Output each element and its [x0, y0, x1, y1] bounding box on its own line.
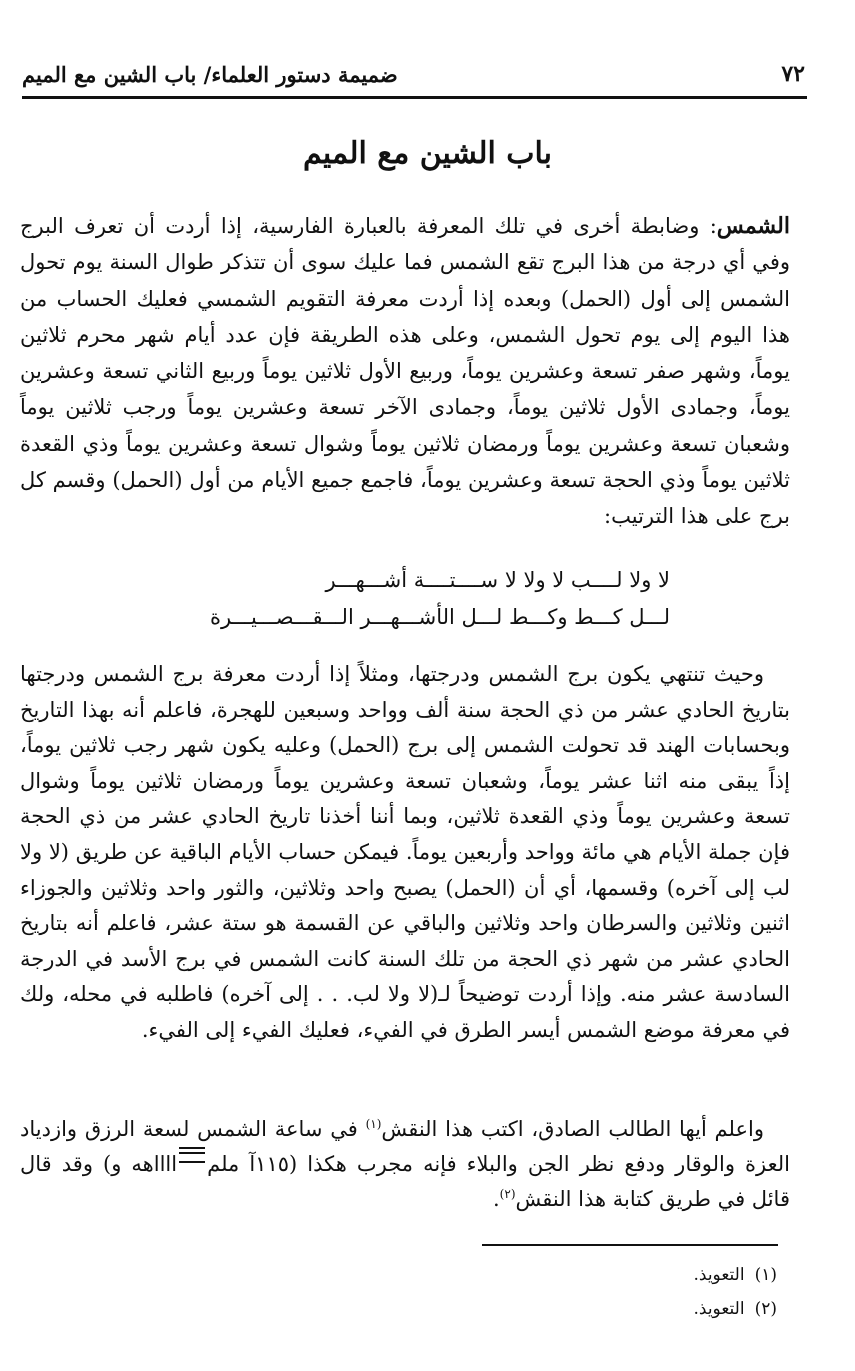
footnote-text: التعويذ. [693, 1299, 745, 1319]
footnote-number: (٢) [754, 1299, 777, 1319]
paragraph-3-part-3: ااااهه و) وقد قال قائل في طريق كتابة هذا النقش [20, 1152, 790, 1211]
paragraph-3 [20, 1112, 790, 1217]
paragraph-1-text: : وضابطة أخرى في تلك المعرفة بالعبارة الفارسية، إذا أردت أن تعرف البرج وفي أي درجة من هذا البرج تقع الشمس فما عليك سوى أن تتذكر طوال السنة يوم تحول الشمس إلى أول (الحمل) وبعده إذا أردت معرفة التقويم الشمسي فعليك الحساب من هذا اليوم إلى يوم تحول الشمس، وعلى هذه الطريقة فإن عدد أيام شهر محرم ثلاثين يوماً، وشهر صفر تسعة وعشرين يوماً، وربيع الأول ثلاثين يوماً وربيع الثاني تسعة وعشرين يوماً، وجمادى الأول ثلاثين يوماً، وجمادى الآخر تسعة وعشرين يوماً ورجب ثلاثين يوماً وشعبان تسعة وعشرين يوماً ورمضان ثلاثين يوماً وشوال تسعة وعشرين يوماً وذي القعدة ثلاثين يوماً وذي الحجة تسعة وعشرين يوماً، فاجمع جميع الأيام من أول (الحمل) وقسم كل برج على هذا الترتيب: [20, 214, 790, 529]
paragraph-3-part-4: . [492, 1187, 500, 1211]
footnote-item [694, 1292, 778, 1326]
formula-line-2: لـــل كـــط وكـــط لـــل الأشـــهـــر الـــقـــصـــيـــرة [209, 605, 670, 629]
running-header [22, 56, 805, 92]
footnote-ref-2: (٢) [499, 1187, 516, 1201]
footnote-ref-1: (١) [365, 1117, 382, 1131]
footnote-number: (١) [754, 1265, 777, 1285]
footnote-text: التعويذ. [693, 1265, 745, 1285]
running-title: ضميمة دستور العلماء/ باب الشين مع الميم [22, 61, 398, 87]
footnote-rule [482, 1244, 778, 1246]
lead-word: الشمس [716, 213, 790, 239]
paragraph-3-part-2: في ساعة الشمس لسعة الرزق وازدياد العزة والوقار ودفع نظر الجن والبلاء فإنه مجرب هكذا (١١٥آ ملم [20, 1117, 790, 1176]
talisman-glyph-icon [179, 1147, 205, 1163]
paragraph-1 [20, 208, 790, 535]
header-rule [22, 96, 807, 99]
paragraph-2-text: وحيث تنتهي يكون برج الشمس ودرجتها، ومثلاً إذا أردت معرفة برج الشمس ودرجتها بتاريخ الحادي عشر من ذي الحجة سنة ألف وواحد وسبعين للهجرة، فاعلم أنه بهذا التاريخ وبحسابات الهند قد تحولت الشمس إلى برج (الحمل) وعليه يكون شهر رجب ثلاثين يوماً، إذاً يبقى منه اثنا عشر يوماً، وشعبان تسعة وعشرين يوماً ورمضان ثلاثين يوماً وشوال تسعة وعشرين يوماً وذي القعدة ثلاثين، وبما أننا أخذنا تاريخ الحادي عشر من ذي الحجة فإن جملة الأيام هي مائة وواحد وأربعين يوماً. فيمكن حساب الأيام الباقية عن طريق (لا ولا لب إلى آخره) وقسمها، أي أن (الحمل) يصبح واحد وثلاثين، والثور واحد وثلاثين والجوزاء اثنين وثلاثين والسرطان واحد وثلاثين والباقي عن القسمة هو ستة عشر، فاعلم أنه بتاريخ الحادي عشر من شهر ذي الحجة من تلك السنة كانت الشمس في برج الأسد في الدرجة السادسة عشر منه. وإذا أردت توضيحاً لـ(لا ولا لب. . . إلى آخره) فاطلبه في محله، ولك في معرفة موضع الشمس أيسر الطرق في الفيء، فعليك الفيء إلى الفيء. [20, 662, 790, 1042]
formula-line-1: لا ولا لــــب لا ولا لا ســــتــــة أشـــهـــر [325, 568, 670, 592]
footnote-item [694, 1258, 778, 1292]
section-title: باب الشين مع الميم [302, 136, 553, 171]
paragraph-3-part-1: واعلم أيها الطالب الصادق، اكتب هذا النقش [381, 1117, 764, 1141]
paragraph-2 [20, 657, 790, 1049]
footnotes [694, 1258, 778, 1326]
page-number: ٧٢ [781, 61, 805, 87]
